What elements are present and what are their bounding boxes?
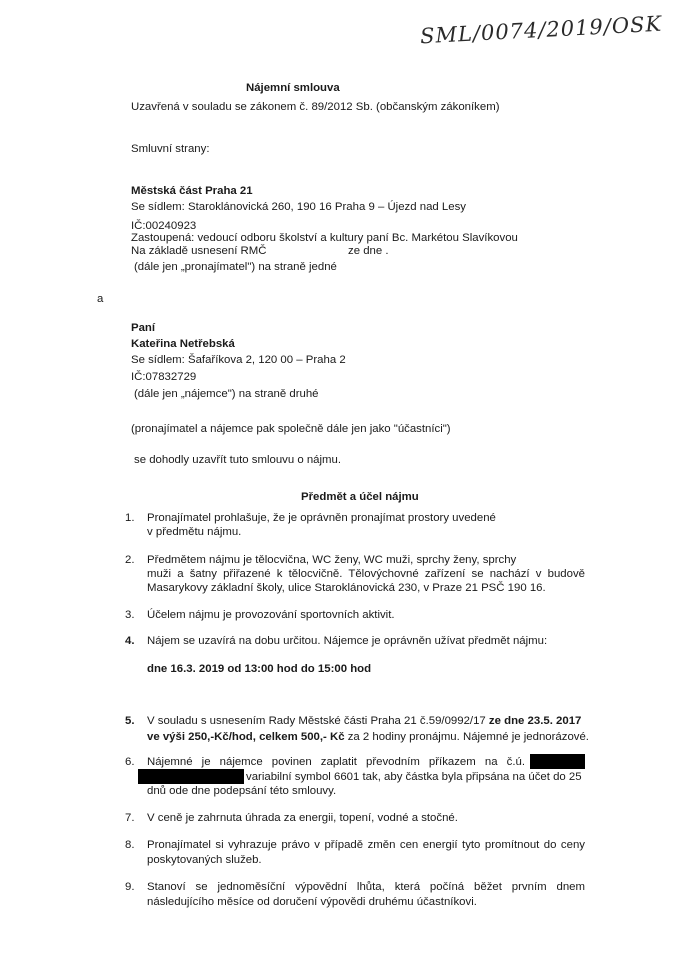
handwritten-reference: SML/0074/2019/OSK: [419, 11, 663, 49]
section-heading: Předmět a účel nájmu: [301, 491, 419, 503]
item-3-line-1: Účelem nájmu je provozování sportovních aktivit.: [147, 609, 395, 621]
landlord-representative: Zastoupená: vedoucí odboru školství a kultury paní Bc. Markétou Slavíkovou: [131, 232, 518, 244]
item-7-number: 7.: [125, 812, 135, 824]
document-title: Nájemní smlouva: [246, 82, 340, 94]
item-4-line-1: Nájem se uzavírá na dobu určitou. Nájemce je oprávněn užívat předmět nájmu:: [147, 635, 548, 647]
item-2-line-3: Masarykovy základní školy, ulice Staroklánovická 230, v Praze 21 PSČ 190 16.: [147, 582, 546, 594]
item-1-line-1: Pronajímatel prohlašuje, že je oprávněn pronajímat prostory uvedené: [147, 512, 496, 524]
tenant-role: (dále jen „nájemce") na straně druhé: [134, 388, 319, 400]
item-5-amount-note: za 2 hodiny pronájmu. Nájemné je jednorázové.: [344, 731, 589, 743]
item-6-line-3: dnů ode dne podepsání této smlouvy.: [147, 785, 337, 797]
item-9-number: 9.: [125, 881, 135, 893]
item-8-line-1: Pronajímatel si vyhrazuje právo v případě změn cen energií tyto promítnout do ceny: [147, 839, 585, 851]
item-2-line-1: Předmětem nájmu je tělocvična, WC ženy, WC muži, sprchy ženy, sprchy: [147, 554, 517, 566]
landlord-resolution-prefix: Na základě usnesení RMČ: [131, 245, 267, 257]
item-1-line-2: v předmětu nájmu.: [147, 526, 242, 538]
document-subtitle: Uzavřená v souladu se zákonem č. 89/2012 Sb. (občanským zákoníkem): [131, 101, 500, 113]
redacted-account-number-cont: [138, 769, 244, 784]
item-8-number: 8.: [125, 839, 135, 851]
item-5-amount: 250,-Kč/hod, celkem 500,- Kč: [188, 731, 345, 743]
item-2-line-2: muži a šatny přiřazené k tělocvičně. Tělovýchovné zařízení se nachází v budově: [147, 568, 585, 580]
item-9-line-1: Stanoví se jednoměsíční výpovědní lhůta, která počíná běžet prvním dnem: [147, 881, 585, 893]
tenant-seat: Se sídlem: Šafaříkova 2, 120 00 – Praha 2: [131, 354, 346, 366]
tenant-name: Kateřina Netřebská: [131, 338, 235, 350]
item-6-line-1: Nájemné je nájemce povinen zaplatit převodním příkazem na č.ú.: [147, 756, 525, 768]
parties-together-note: (pronajímatel a nájemce pak společně dále jen jako "účastníci"): [131, 423, 451, 435]
tenant-salutation: Paní: [131, 322, 156, 334]
item-6-line-2: variabilní symbol 6601 tak, aby částka byla připsána na účet do 25: [246, 771, 582, 783]
redacted-account-number: [530, 754, 585, 769]
item-5-resolution-date: ze dne 23.5. 2017: [488, 715, 582, 727]
landlord-role: (dále jen „pronajímatel") na straně jedné: [134, 261, 337, 273]
landlord-ic: IČ:00240923: [131, 220, 197, 232]
item-5-amount-prefix: ve výši: [147, 731, 189, 743]
landlord-seat: Se sídlem: Staroklánovická 260, 190 16 Praha 9 – Újezd nad Lesy: [131, 201, 466, 213]
item-7-line-1: V ceně je zahrnuta úhrada za energii, topení, vodné a stočné.: [147, 812, 458, 824]
item-5-resolution-text: V souladu s usnesením Rady Městské části Praha 21 č.59/0992/17: [147, 715, 489, 727]
conjunction: a: [97, 293, 104, 305]
item-5-number: 5.: [125, 715, 135, 727]
agreement-statement: se dohodly uzavřít tuto smlouvu o nájmu.: [134, 454, 342, 466]
landlord-resolution-suffix: ze dne .: [348, 245, 389, 257]
item-9-line-2: následujícího měsíce od doručení výpovědi druhému účastníkovi.: [147, 896, 477, 908]
item-2-number: 2.: [125, 554, 135, 566]
item-4-number: 4.: [125, 635, 135, 647]
tenant-ic: IČ:07832729: [131, 371, 197, 383]
item-3-number: 3.: [125, 609, 135, 621]
rental-term: dne 16.3. 2019 od 13:00 hod do 15:00 hod: [147, 663, 372, 675]
item-1-number: 1.: [125, 512, 135, 524]
item-5-line-1: [147, 713, 581, 729]
item-5-line-2: [147, 729, 589, 745]
item-6-number: 6.: [125, 756, 135, 768]
parties-heading: Smluvní strany:: [131, 143, 210, 155]
item-8-line-2: poskytovaných služeb.: [147, 854, 262, 866]
landlord-name: Městská část Praha 21: [131, 185, 253, 197]
